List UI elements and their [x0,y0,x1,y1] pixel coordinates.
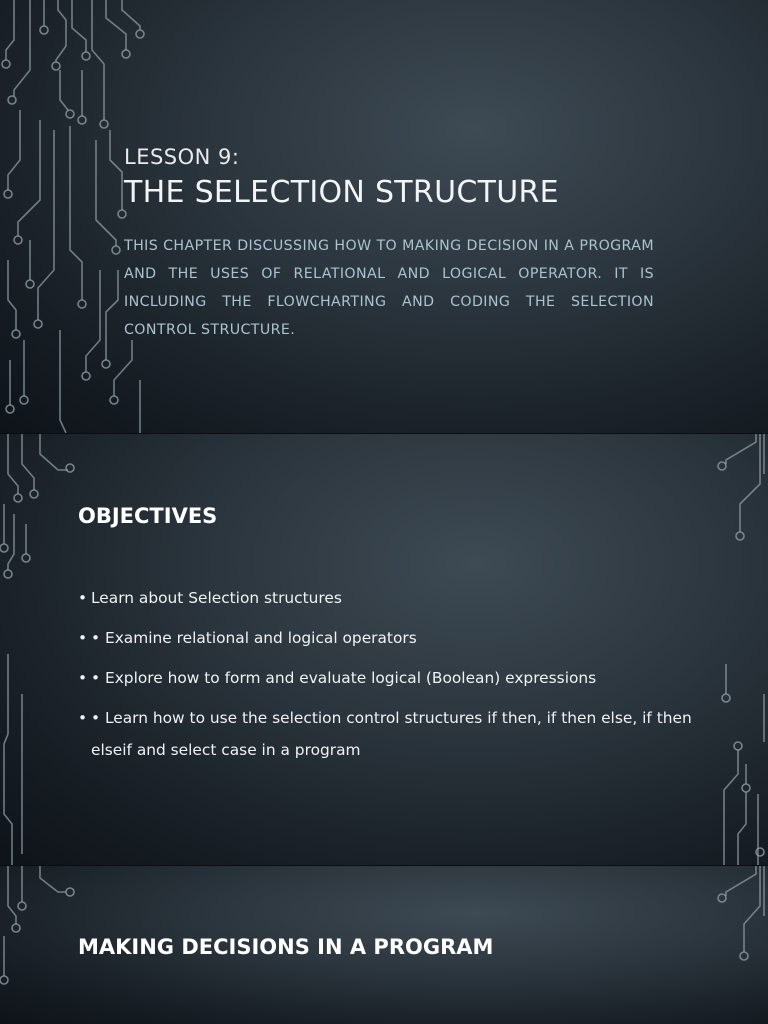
list-item-text: • Learn how to use the selection control structures if then, if then else, if then elseif and select case in a program [91,709,692,759]
lesson-description: THIS CHAPTER DISCUSSING HOW TO MAKING DECISION IN A PROGRAM AND THE USES OF RELATIONAL AND LOGICAL OPERATOR. IT IS INCLUDING THE FLOWCHARTING AND CODING THE SELECTION CONTROL STRUCTURE. [124,238,654,338]
list-item [78,702,698,766]
bullet-marker: • [78,709,88,727]
section-heading: MAKING DECISIONS IN A PROGRAM [78,935,494,959]
circuit-board-decoration-left [0,0,160,433]
circuit-board-decoration-left [0,434,80,865]
bullet-marker: • [78,589,88,607]
bullet-marker: • [78,629,88,647]
objectives-slide [0,434,768,865]
circuit-board-decoration-left [0,866,80,1024]
title-slide [0,0,768,433]
list-item-text: • Explore how to form and evaluate logical (Boolean) expressions [91,669,597,687]
bullet-marker: • [78,669,88,687]
list-item-text: • Examine relational and logical operators [91,629,417,647]
lesson-number: LESSON 9: [124,145,240,169]
lesson-title: THE SELECTION STRUCTURE [124,175,559,210]
objectives-heading: OBJECTIVES [78,504,218,528]
list-item-text: Learn about Selection structures [91,589,342,607]
list-item [78,622,698,654]
objectives-list [78,582,698,774]
list-item [78,662,698,694]
circuit-board-decoration-right [698,434,768,865]
making-decisions-slide [0,866,768,1024]
list-item [78,582,698,614]
circuit-board-decoration-right [698,866,768,1024]
